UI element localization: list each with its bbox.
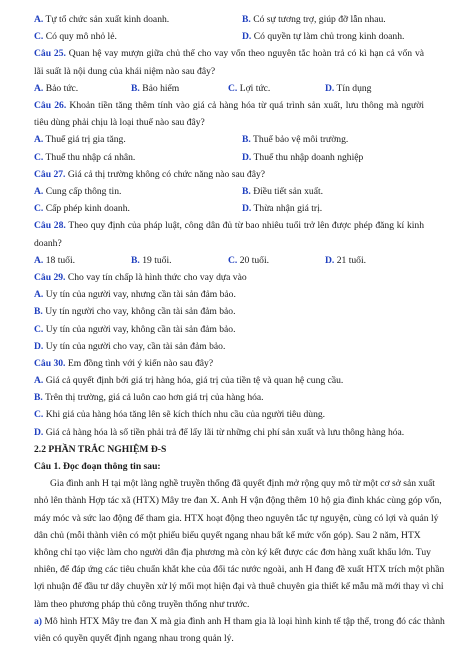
question-block	[34, 97, 424, 166]
question-stem	[34, 97, 424, 131]
question-block	[34, 269, 424, 355]
option-b	[242, 183, 323, 200]
option-text: 19 tuổi.	[139, 254, 172, 266]
question-block	[34, 45, 424, 97]
option-letter: B.	[242, 185, 251, 197]
option-a	[34, 286, 424, 303]
question-stem	[34, 217, 424, 251]
case-text-line: lợi nhuận để đầu tư dây chuyền xử lý mối mọt hiện đại và thuê chuyên gia thiết kế mẫu mã mới thay vì chỉ	[34, 581, 444, 593]
case-text-line: làm theo phương pháp thủ công truyền thống như trước.	[34, 598, 250, 610]
option-letter: B.	[34, 306, 43, 318]
option-text: Điều tiết sản xuất.	[250, 185, 324, 197]
option-letter: D.	[325, 254, 335, 266]
option-b	[34, 303, 424, 320]
option-text: Bảo tức.	[43, 82, 79, 94]
option-text: Khi giá của hàng hóa tăng lên sẽ kích thích nhu cầu của người tiêu dùng.	[43, 409, 326, 421]
question-label: Câu 26.	[34, 99, 67, 111]
option-letter: C.	[34, 323, 44, 335]
case-text-line: dân chủ (mỗi thành viên có một phiếu biểu quyết ngang nhau bất kể mức vốn góp). Sau 2 năm, HTX	[34, 529, 421, 541]
option-c: C. Có quy mô nhỏ lẻ.	[34, 31, 117, 43]
options-row	[34, 183, 424, 200]
options-row	[34, 131, 424, 148]
question-text: Giá cả thị trường không có chức năng nào sau đây?	[65, 168, 266, 180]
case-text-line: nhỏ lên thành Hợp tác xã (HTX) Mây tre đan X. Anh H vận động thêm 10 hộ gia đình khác cùng góp vốn,	[34, 495, 442, 507]
question-text: Quan hệ vay mượn giữa chủ thể cho vay vốn theo nguyên tắc hoàn trả có kì hạn cả vốn và lãi suất là nội dung của khái niệm nào sau đây?	[34, 48, 424, 77]
option-b: B. Có sự tương trợ, giúp đỡ lẫn nhau.	[242, 14, 386, 25]
option-text: Giá cả quyết định bởi giá trị hàng hóa, giá trị của tiền tệ và quan hệ cung cầu.	[43, 375, 344, 387]
document-content	[34, 11, 445, 647]
option-a	[34, 183, 242, 200]
question-text: Theo quy định của pháp luật, công dân đủ từ bao nhiêu tuổi trở lên được phép đăng kí kinh doanh?	[34, 220, 424, 249]
option-letter: B.	[34, 392, 43, 404]
case-text-line: không chỉ tạo việc làm cho người dân địa phương mà còn ký kết được các đơn hàng xuất khẩu lớn. Tuy	[34, 546, 431, 558]
statement-a-line-2: viên có quyền quyết định ngang nhau trong quản lý.	[34, 632, 234, 644]
option-a	[34, 372, 424, 389]
option-letter: C.	[34, 151, 44, 163]
option-a	[34, 252, 131, 269]
option-d	[325, 252, 366, 269]
option-a	[34, 80, 131, 97]
option-text: 18 tuổi.	[43, 254, 76, 266]
option-text: 21 tuổi.	[334, 254, 367, 266]
top-options-row-1	[34, 11, 424, 28]
option-letter: C.	[34, 203, 44, 215]
question-stem	[34, 45, 424, 79]
option-letter: C.	[228, 254, 238, 266]
option-c	[228, 80, 325, 97]
option-text: Giá cả hàng hóa là số tiền phải trả để lấy lãi từ những chi phí sản xuất và lưu thông hàng hóa.	[43, 426, 405, 438]
option-letter: B.	[131, 254, 140, 266]
top-options-row-2	[34, 28, 424, 45]
option-c	[34, 406, 424, 423]
option-b	[131, 252, 228, 269]
option-letter: A.	[34, 134, 44, 146]
options-row	[34, 80, 424, 97]
case-text-line: máy móc và sức lao động để tham gia. HTX hoạt động theo nguyên tắc tự nguyện, cùng có lợi và quản lý	[34, 512, 439, 524]
option-letter: D.	[34, 340, 44, 352]
option-d	[34, 424, 424, 441]
option-letter: A.	[34, 375, 44, 387]
case-text	[34, 475, 445, 613]
option-letter: B.	[242, 134, 251, 146]
option-text: Bảo hiểm	[139, 82, 180, 94]
question-block	[34, 355, 424, 441]
question-label: Câu 27.	[34, 168, 66, 180]
option-d	[325, 80, 371, 97]
question-list	[34, 45, 424, 440]
option-d	[242, 200, 322, 217]
option-letter: D.	[34, 426, 44, 438]
question-stem	[34, 355, 424, 372]
question-text: Cho vay tín chấp là hình thức cho vay dựa vào	[65, 271, 247, 283]
statement-a	[34, 613, 445, 647]
option-text: Uy tín của người vay, nhưng cần tài sản đảm bảo.	[43, 289, 236, 301]
option-d: D. Có quyền tự làm chủ trong kinh doanh.	[242, 31, 405, 43]
statement-a-line-1: Mô hình HTX Mây tre đan X mà gia đình anh H tham gia là loại hình kinh tế tập thể, trong đó các thành	[42, 615, 445, 627]
option-letter: C.	[34, 409, 44, 421]
option-letter: A.	[34, 289, 44, 301]
question-block	[34, 166, 424, 218]
section-title: 2.2 PHẦN TRẮC NGHIỆM Đ-S	[34, 443, 167, 455]
option-text: Uy tín người cho vay, không cần tài sản đảm bảo.	[42, 306, 236, 318]
question-block	[34, 217, 424, 269]
option-letter: D.	[325, 82, 335, 94]
statement-a-label: a)	[34, 615, 42, 627]
case-text-line: nhiên, để đáp ứng các tiêu chuẩn khắt khe của đối tác nước ngoài, anh H đang đề xuất HTX trích một phần	[34, 564, 445, 576]
option-c	[34, 200, 242, 217]
options-row	[34, 149, 424, 166]
option-text: Trên thị trường, giá cả luôn cao hơn giá trị của hàng hóa.	[42, 392, 264, 404]
question-label: Câu 30.	[34, 357, 66, 369]
option-d	[34, 338, 424, 355]
option-letter: A.	[34, 254, 44, 266]
option-c	[34, 321, 424, 338]
case-text-line: Gia đình anh H tại một làng nghề truyền thống đã quyết định mở rộng quy mô từ một cơ sở sản xuất	[50, 478, 435, 490]
option-text: Thuế thu nhập doanh nghiệp	[251, 151, 364, 163]
question-text: Khoản tiền tăng thêm tính vào giá cả hàng hóa từ quá trình sản xuất, lưu thông mà người tiêu dùng phải chịu là loại thuế nào sau đây?	[34, 99, 425, 129]
option-a: A. Tự tổ chức sản xuất kinh doanh.	[34, 14, 170, 25]
option-text: Uy tín của người vay, không cần tài sản đảm bảo.	[43, 323, 236, 335]
option-text: Thuế giá trị gia tăng.	[43, 134, 126, 146]
question-stem	[34, 166, 424, 183]
option-letter: A.	[34, 82, 44, 94]
option-b	[242, 131, 348, 148]
option-b	[131, 80, 228, 97]
question-label: Câu 25.	[34, 48, 66, 60]
options-row	[34, 252, 424, 269]
option-letter: D.	[242, 203, 252, 215]
option-text: Cung cấp thông tin.	[43, 185, 122, 197]
option-text: Thừa nhận giá trị.	[251, 203, 323, 215]
option-text: Lợi tức.	[237, 82, 271, 94]
question-label: Câu 28.	[34, 220, 66, 232]
option-text: Cấp phép kinh doanh.	[43, 203, 130, 215]
question-text: Em đồng tình với ý kiến nào sau đây?	[65, 357, 214, 369]
option-text: 20 tuổi.	[237, 254, 270, 266]
option-a	[34, 131, 242, 148]
option-letter: C.	[228, 82, 238, 94]
option-text: Tín dụng	[334, 82, 372, 94]
option-letter: D.	[242, 151, 252, 163]
option-text: Uy tín của người cho vay, cần tài sản đảm bảo.	[43, 340, 226, 352]
option-text: Thuế bảo vệ môi trường.	[250, 134, 349, 146]
options-row	[34, 200, 424, 217]
option-d	[242, 149, 363, 166]
option-letter: B.	[131, 82, 140, 94]
question-stem	[34, 269, 424, 286]
option-c	[34, 149, 242, 166]
option-b	[34, 389, 424, 406]
question-label: Câu 29.	[34, 271, 66, 283]
option-text: Thuế thu nhập cá nhân.	[43, 151, 136, 163]
case-title: Câu 1. Đọc đoạn thông tin sau:	[34, 461, 161, 473]
option-c	[228, 252, 325, 269]
option-letter: A.	[34, 185, 44, 197]
